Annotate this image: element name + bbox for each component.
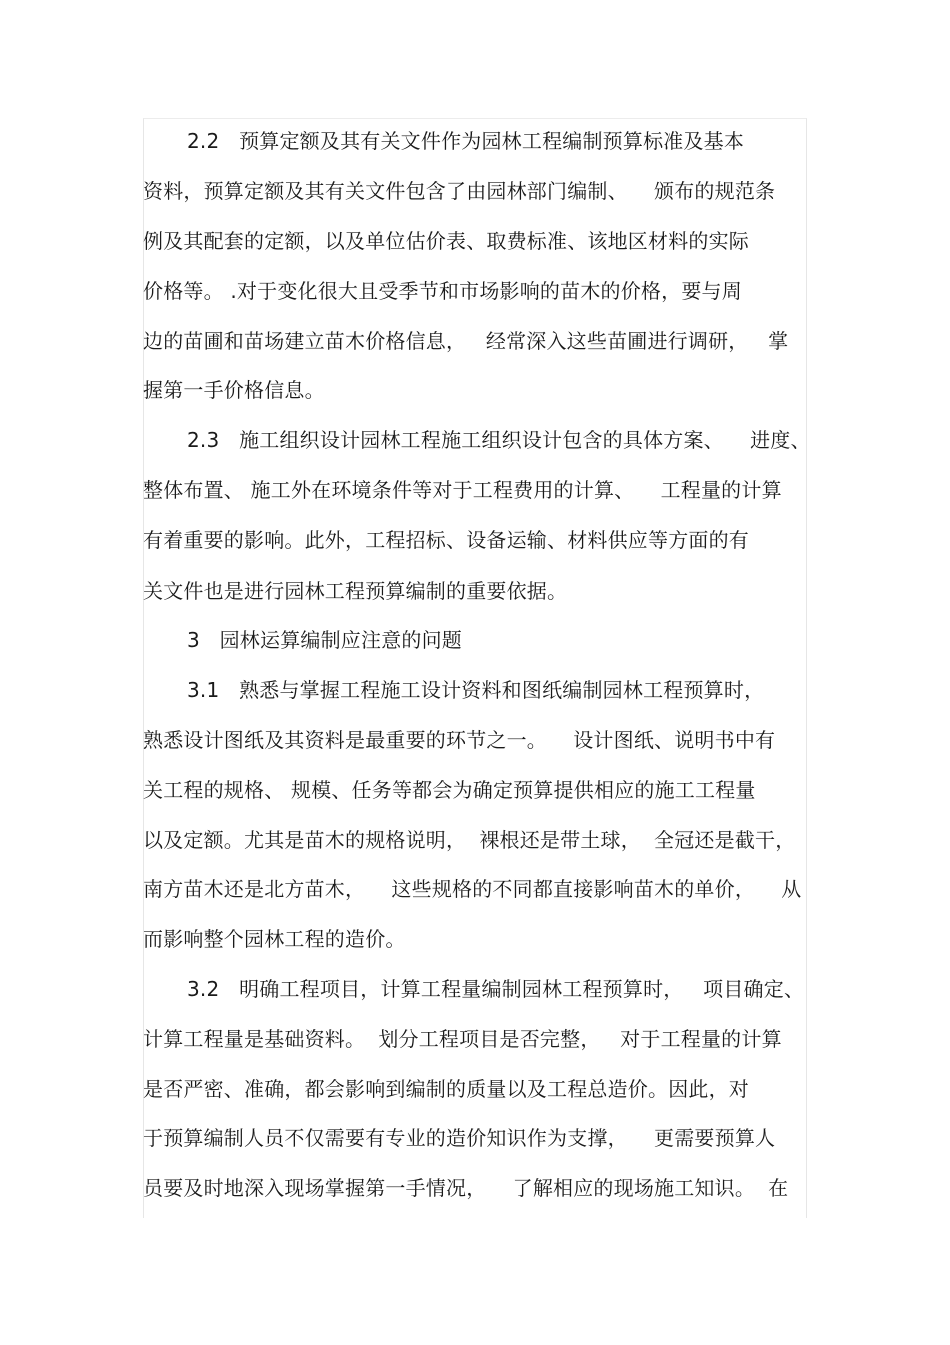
text-line: 价格等。 .对于变化很大且受季节和市场影响的苗木的价格，要与周 [143,279,742,303]
text-line: 有着重要的影响。此外，工程招标、设备运输、材料供应等方面的有 [143,528,749,552]
text-line: 边的苗圃和苗场建立苗木价格信息， 经常深入这些苗圃进行调研， 掌 [143,329,789,353]
text-line: 3.2 明确工程项目，计算工程量编制园林工程预算时， 项目确定、 [187,977,805,1001]
text-line: 资料，预算定额及其有关文件包含了由园林部门编制、 颁布的规范条 [143,179,776,203]
text-line: 例及其配套的定额，以及单位估价表、取费标准、该地区材料的实际 [143,229,749,253]
text-line: 2.3 施工组织设计园林工程施工组织设计包含的具体方案、 进度、 [187,428,811,452]
text-line: 整体布置、 施工外在环境条件等对于工程费用的计算、 工程量的计算 [143,478,782,502]
text-line: 3.1 熟悉与掌握工程施工设计资料和图纸编制园林工程预算时， [187,678,765,702]
text-line: 于预算编制人员不仅需要有专业的造价知识作为支撑， 更需要预算人 [143,1126,776,1150]
text-line: 关工程的规格、 规模、任务等都会为确定预算提供相应的施工工程量 [143,778,756,802]
text-line: 握第一手价格信息。 [143,378,325,402]
text-line: 南方苗木还是北方苗木， 这些规格的不同都直接影响苗木的单价， 从 [143,877,802,901]
text-line: 熟悉设计图纸及其资料是最重要的环节之一。 设计图纸、说明书中有 [143,728,776,752]
text-line: 员要及时地深入现场掌握第一手情况， 了解相应的现场施工知识。 在 [143,1176,789,1200]
section-heading: 3 园林运算编制应注意的问题 [187,628,462,652]
text-line: 计算工程量是基础资料。 划分工程项目是否完整， 对于工程量的计算 [143,1027,782,1051]
text-line: 2.2 预算定额及其有关文件作为园林工程编制预算标准及基本 [187,129,745,153]
text-line: 关文件也是进行园林工程预算编制的重要依据。 [143,579,568,603]
text-line: 以及定额。尤其是苗木的规格说明， 裸根还是带土球， 全冠还是截干， [143,828,796,852]
text-line: 是否严密、准确，都会影响到编制的质量以及工程总造价。因此，对 [143,1077,749,1101]
text-line: 而影响整个园林工程的造价。 [143,927,406,951]
